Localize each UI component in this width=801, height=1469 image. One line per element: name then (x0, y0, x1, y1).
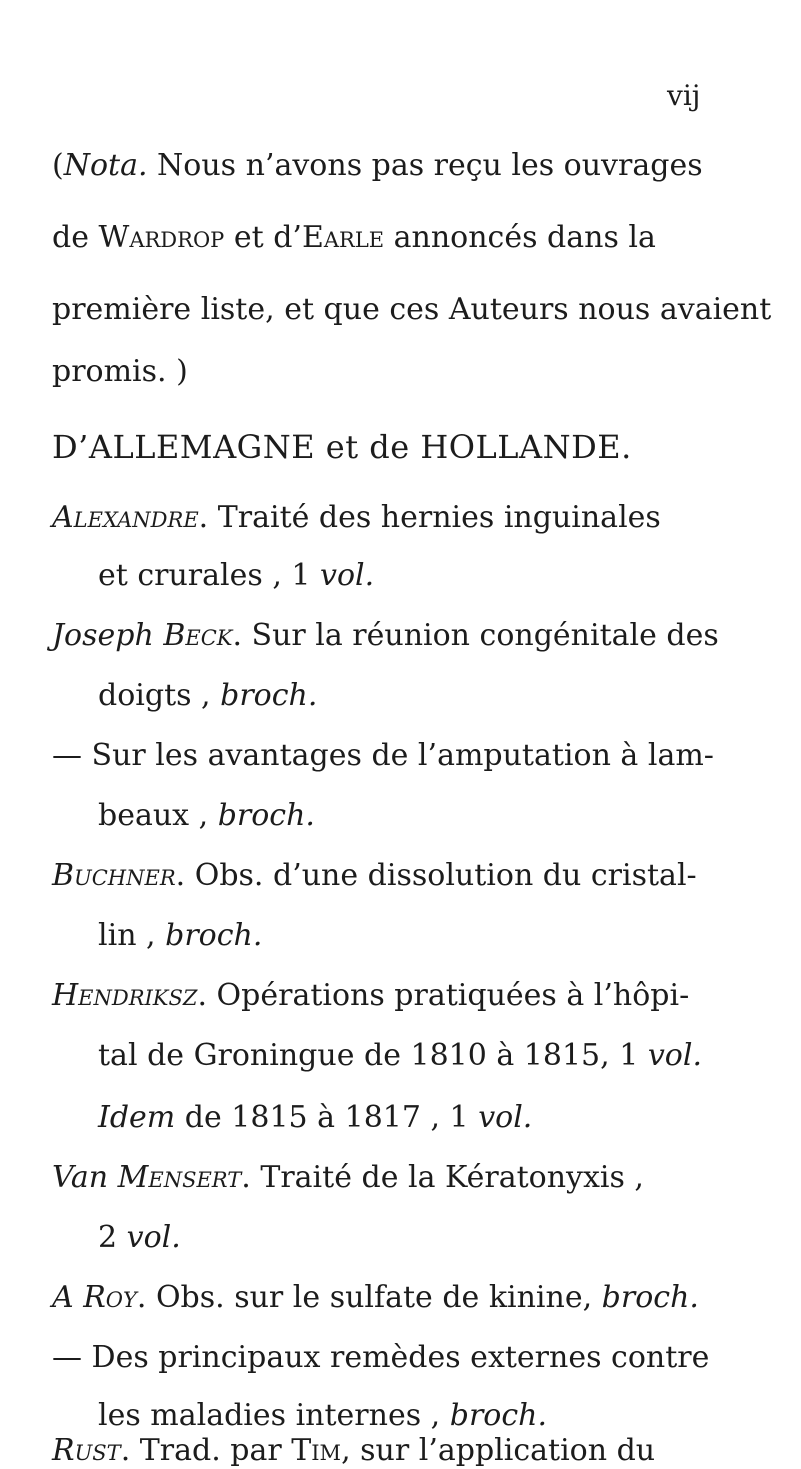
entry-mensert-line-1: Van Mensert. Traité de la Kératonyxis , (52, 1160, 644, 1195)
page-number: vij (667, 79, 701, 112)
author-name: Buchner (52, 858, 176, 893)
author-name: Roy (83, 1280, 137, 1315)
entry-hendriksz-line-1: Hendriksz. Opérations pratiquées à l’hôpi- (52, 978, 690, 1013)
entry-roy-line-1: A Roy. Obs. sur le sulfate de kinine, broch. (52, 1280, 699, 1315)
entry-remedes-line-1: — Des principaux remèdes externes contre (52, 1340, 710, 1375)
entry-mensert-line-2: 2 vol. (98, 1220, 181, 1255)
entry-buchner-line-1: Buchner. Obs. d’une dissolution du cristal- (52, 858, 697, 893)
section-heading: D’ALLEMAGNE et de HOLLANDE. (52, 428, 632, 466)
nota-line-4: promis. ) (52, 354, 188, 389)
author-wardrop: Wardrop (98, 220, 225, 255)
entry-buchner-line-2: lin , broch. (98, 918, 263, 953)
nota-line-2: de Wardrop et d’Earle annoncés dans la (52, 220, 656, 255)
author-name: Hendriksz (52, 978, 198, 1013)
nota-line-3: première liste, et que ces Auteurs nous avaient (52, 292, 772, 327)
author-earle: Earle (301, 220, 385, 255)
author-name: Beck (163, 618, 233, 653)
entry-beck-line-2: doigts , broch. (98, 678, 318, 713)
entry-hendriksz-line-2: tal de Groningue de 1810 à 1815, 1 vol. (98, 1038, 702, 1073)
entry-alexandre-line-2: et crurales , 1 vol. (98, 558, 375, 593)
entry-idem-line-1: Idem de 1815 à 1817 , 1 vol. (98, 1100, 533, 1135)
author-name: Alexandre (52, 500, 199, 535)
entry-beck-line-1: Joseph Beck. Sur la réunion congénitale des (52, 618, 719, 653)
nota-line-1: (Nota. Nous n’avons pas reçu les ouvrages (52, 148, 703, 183)
nota-label: Nota. (63, 148, 148, 183)
author-name: Mensert (117, 1160, 242, 1195)
entry-alexandre-line-1: Alexandre. Traité des hernies inguinales (52, 500, 661, 535)
entry-amputation-line-2: beaux , broch. (98, 798, 315, 833)
entry-amputation-line-1: — Sur les avantages de l’amputation à lam- (52, 738, 714, 773)
entry-remedes-line-2: les maladies internes , broch. (98, 1398, 547, 1433)
entry-rust-line-1: Rust. Trad. par Tim, sur l’application du (52, 1433, 656, 1468)
